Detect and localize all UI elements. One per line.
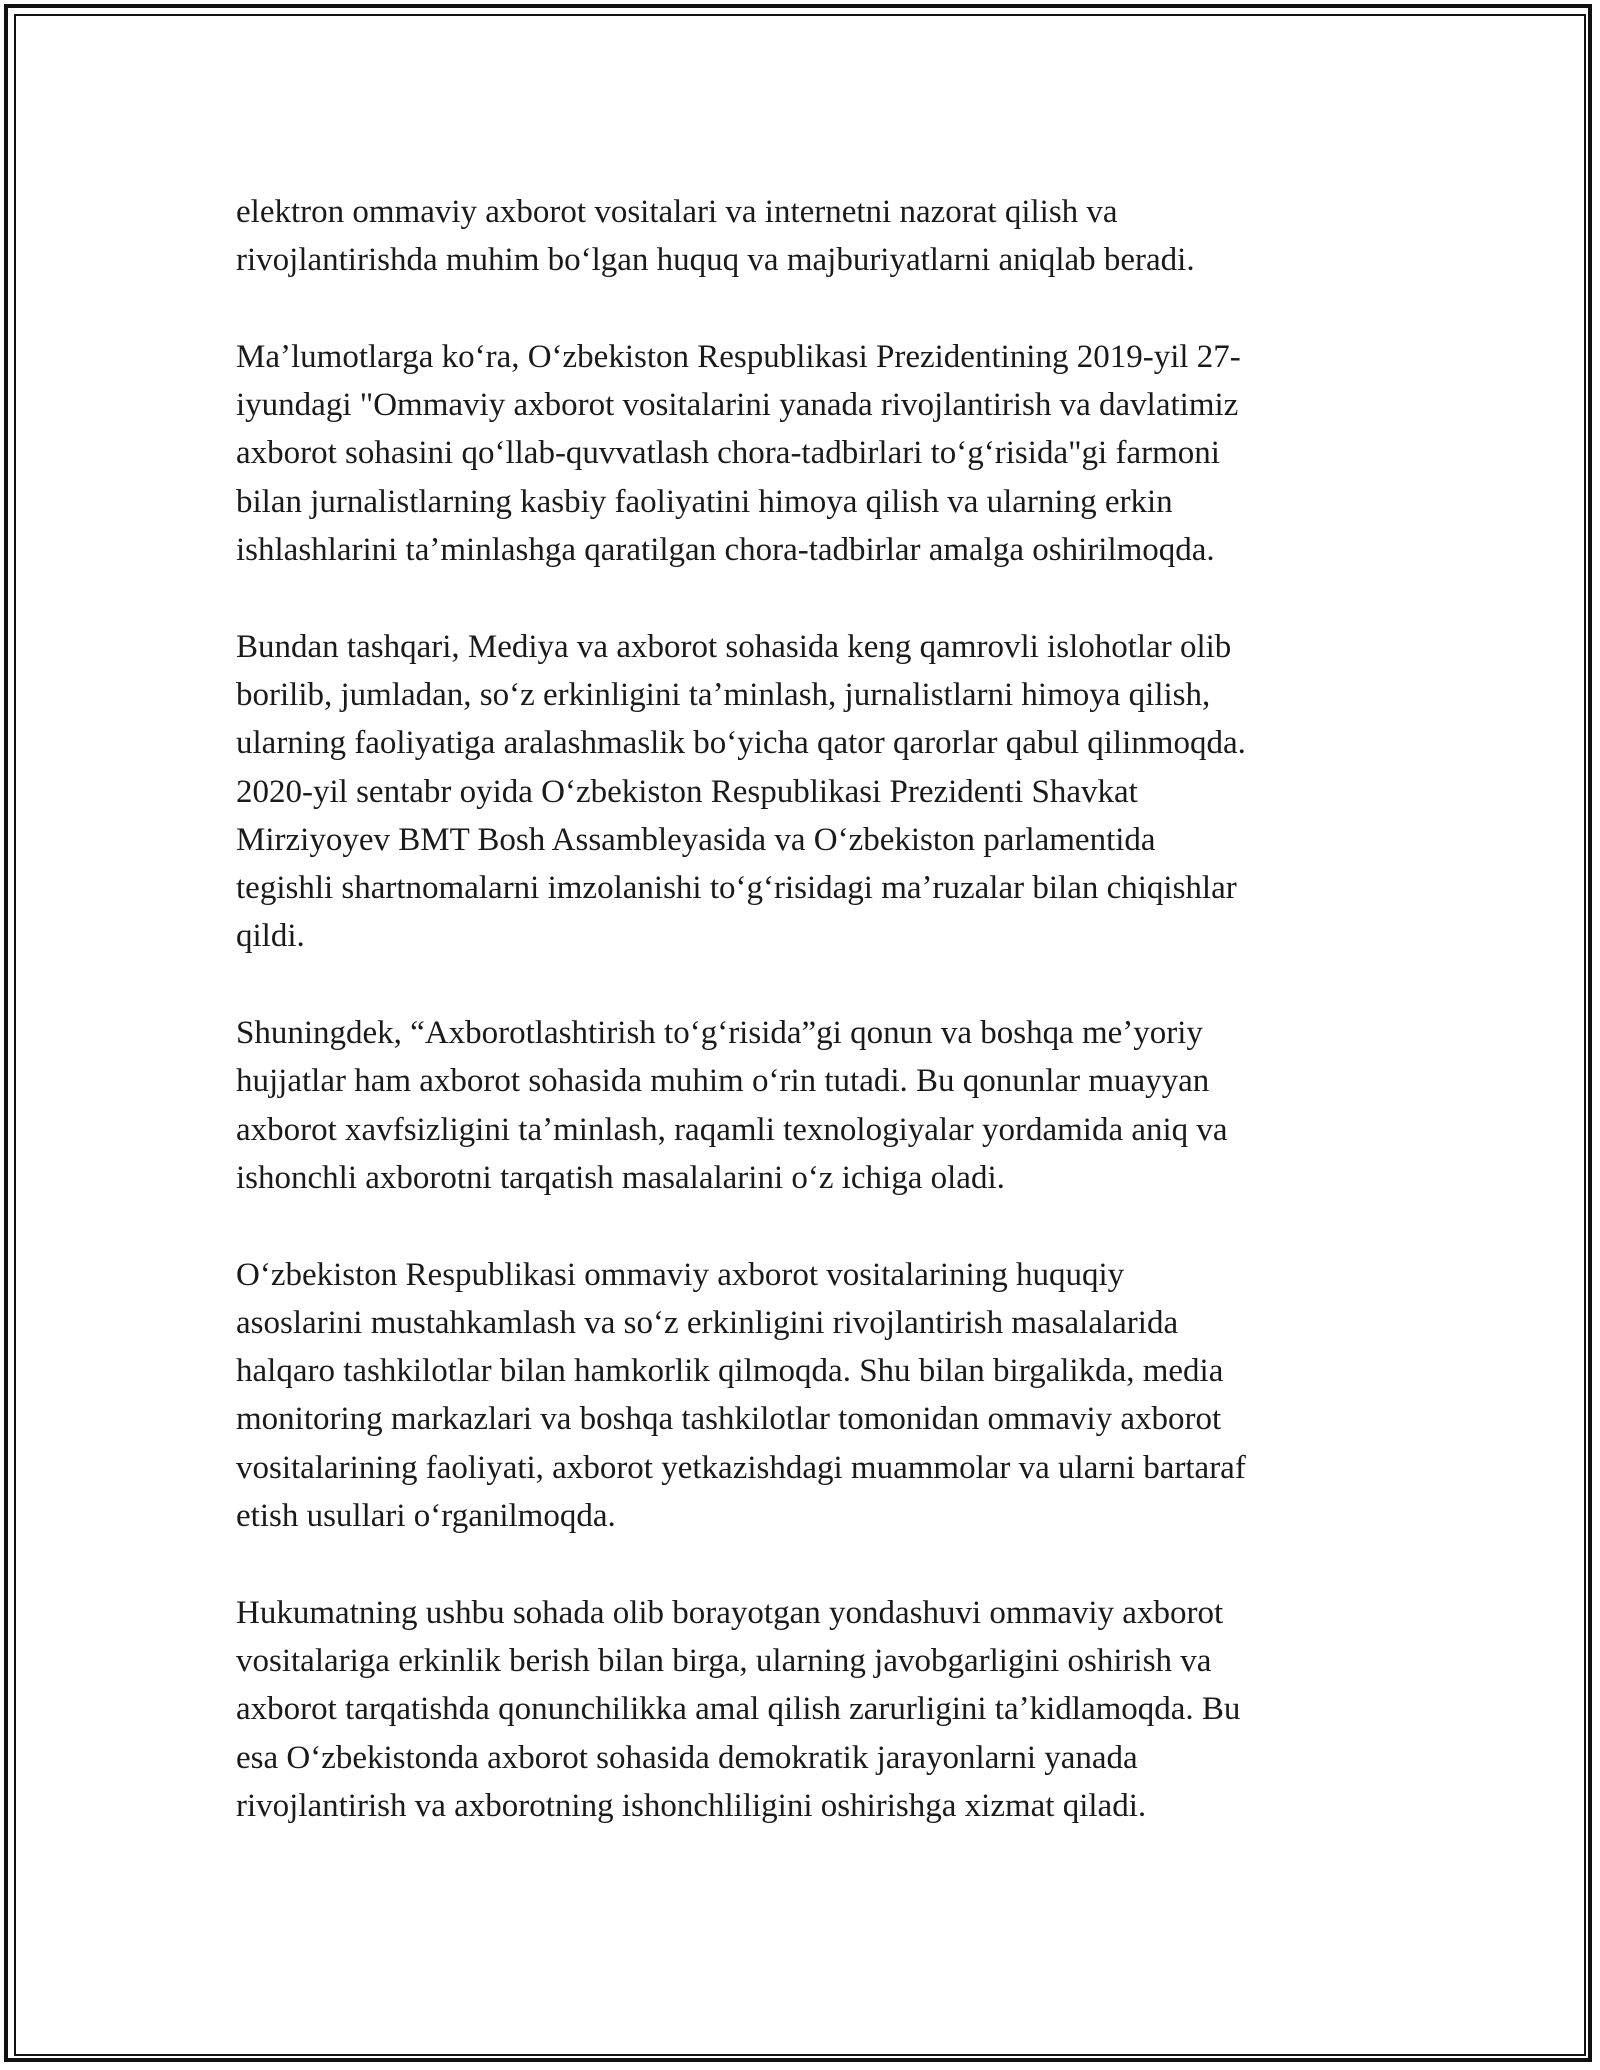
paragraph-6: [236, 1589, 1376, 1830]
text-line: monitoring markazlari va boshqa tashkilotlar tomonidan ommaviy axborot: [236, 1401, 1222, 1438]
text-line: tegishli shartnomalarni imzolanishi toʻgʻrisidagi maʼruzalar bilan chiqishlar: [236, 870, 1237, 907]
text-line: vositalariga erkinlik berish bilan birga, ularning javobgarligini oshirish va: [236, 1642, 1212, 1679]
paragraph-2: [236, 333, 1376, 574]
paragraph-1: [236, 188, 1376, 285]
text-line: elektron ommaviy axborot vositalari va internetni nazorat qilish va: [236, 194, 1118, 230]
text-line: etish usullari oʻrganilmoqda.: [236, 1498, 616, 1535]
text-line: Maʼlumotlarga koʻra, Oʻzbekiston Respublikasi Prezidentining 2019-yil 27-: [236, 338, 1241, 375]
text-line: axborot sohasini qoʻllab-quvvatlash chora-tadbirlari toʻgʻrisida"gi farmoni: [236, 435, 1220, 472]
text-line: axborot tarqatishda qonunchilikka amal qilish zarurligini taʼkidlamoqda. Bu: [236, 1691, 1241, 1728]
text-line: 2020-yil sentabr oyida Oʻzbekiston Respublikasi Prezidenti Shavkat: [236, 773, 1138, 810]
text-line: bilan jurnalistlarning kasbiy faoliyatini himoya qilish va ularning erkin: [236, 483, 1173, 520]
paragraph-5: [236, 1251, 1376, 1541]
text-line: ishonchli axborotni tarqatish masalalarini oʻz ichiga oladi.: [236, 1159, 1005, 1196]
document-body: [236, 188, 1376, 1830]
text-line: Bundan tashqari, Mediya va axborot sohasida keng qamrovli islohotlar olib: [236, 628, 1232, 665]
text-line: axborot xavfsizligini taʼminlash, raqamli texnologiyalar yordamida aniq va: [236, 1111, 1228, 1148]
text-line: iyundagi "Ommaviy axborot vositalarini yanada rivojlantirish va davlatimiz: [236, 387, 1239, 424]
text-line: Oʻzbekiston Respublikasi ommaviy axborot vositalarining huquqiy: [236, 1256, 1125, 1293]
text-line: vositalarining faoliyati, axborot yetkazishdagi muammolar va ularni bartaraf: [236, 1449, 1246, 1486]
paragraph-3: [236, 623, 1376, 961]
text-line: asoslarini mustahkamlash va soʻz erkinligini rivojlantirish masalalarida: [236, 1304, 1179, 1341]
text-line: ishlashlarini taʼminlashga qaratilgan chora-tadbirlar amalga oshirilmoqda.: [236, 532, 1215, 569]
text-line: hujjatlar ham axborot sohasida muhim oʻrin tutadi. Bu qonunlar muayyan: [236, 1063, 1210, 1100]
text-line: Mirziyoyev BMT Bosh Assambleyasida va Oʻzbekiston parlamentida: [236, 821, 1156, 858]
text-line: rivojlantirishda muhim boʻlgan huquq va majburiyatlarni aniqlab beradi.: [236, 242, 1195, 279]
text-line: Hukumatning ushbu sohada olib borayotgan yondashuvi ommaviy axborot: [236, 1594, 1224, 1631]
text-line: Shuningdek, “Axborotlashtirish toʻgʻrisida”gi qonun va boshqa meʼyoriy: [236, 1015, 1203, 1052]
text-line: esa Oʻzbekistonda axborot sohasida demokratik jarayonlarni yanada: [236, 1739, 1138, 1776]
paragraph-4: [236, 1009, 1376, 1202]
text-line: ularning faoliyatiga aralashmaslik boʻyicha qator qarorlar qabul qilinmoqda.: [236, 725, 1246, 762]
text-line: rivojlantirish va axborotning ishonchliligini oshirishga xizmat qiladi.: [236, 1787, 1147, 1824]
text-line: borilib, jumladan, soʻz erkinligini taʼminlash, jurnalistlarni himoya qilish,: [236, 676, 1211, 713]
text-line: halqaro tashkilotlar bilan hamkorlik qilmoqda. Shu bilan birgalikda, media: [236, 1353, 1224, 1390]
text-line: qildi.: [236, 918, 305, 955]
